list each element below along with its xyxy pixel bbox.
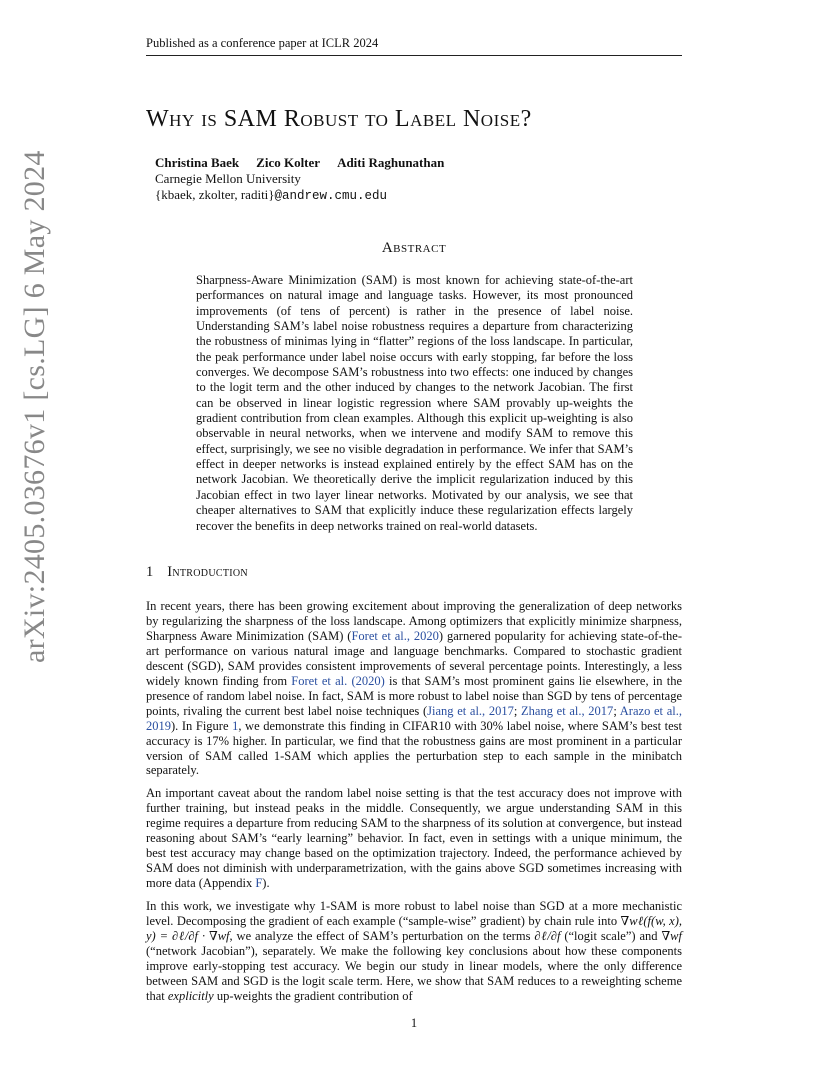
- abstract-text: Sharpness-Aware Minimization (SAM) is most known for achieving state-of-the-art performances on natural image and language tasks. However, its most pronounced improvements (of tens of percent) is rather in the presence of label noise. Understanding SAM’s label noise robustness requires a departure from characterizing the robustness of minimas lying in “flatter” regions of the loss landscape. In particular, the peak performance under label noise occurs with early stopping, far before the loss converges. We decompose SAM’s robustness into two effects: one induced by changes to the logit term and the other induced by changes to the network Jacobian. The first can be observed in linear logistic regression where SAM provably up-weights the gradient contribution from clean examples. Although this explicit up-weighting is also observable in neural networks, when we intervene and modify SAM to remove this effect, surprisingly, we see no visible degradation in performance. We infer that SAM’s effect in deeper networks is instead explained entirely by the effect SAM has on the network Jacobian. We theoretically derive the implicit regularization induced by this Jacobian effect in two layer linear networks. Motivated by our analysis, we see that cheaper alternatives to SAM that explicitly induce these regularization effects largely recover the benefits in deep networks trained on real-world datasets.: [196, 273, 633, 533]
- author-name: Christina Baek: [155, 155, 240, 170]
- text-run: ) garnered popularity for achieving state-of-the-art performance on various natural image and language benchmarks. Compared to stochastic gradient descent (SGD), SAM provides consistent improvements of several percentage points. Interestingly, a less widely known finding from: [146, 628, 682, 688]
- running-header: Published as a conference paper at ICLR 2024: [146, 36, 682, 56]
- text-run: In recent years, there has been growing excitement about improving the generalization of deep networks by regularizing the sharpness of the loss landscape. Among optimizers that explicitly minimize sharpness, Sharpness Aware Minimization (SAM) (: [146, 599, 682, 643]
- email-domain: @andrew.cmu.edu: [274, 189, 388, 203]
- author-name: Zico Kolter: [256, 155, 321, 170]
- citation-link[interactable]: Foret et al., 2020: [351, 628, 439, 643]
- figure-link[interactable]: 1: [232, 718, 239, 733]
- abstract-heading: Abstract: [381, 240, 447, 256]
- citation-link[interactable]: Foret et al. (2020): [291, 673, 385, 688]
- text-run: ;: [513, 703, 522, 718]
- paper-title: Why is SAM Robust to Label Noise?: [146, 106, 532, 132]
- paragraph: [146, 599, 682, 778]
- text-run: (“network Jacobian”), separately. We make the following key conclusions about how these components improve early-stopping test accuracy. We begin our study in linear models, where the only difference between SAM and SGD is the logit scale term. Here, we show that SAM reduces to a reweighting scheme that: [146, 943, 682, 1003]
- section-name: Introduction: [167, 564, 248, 580]
- math-expression: ∇wℓ(f(w, x), y) = ∂ℓ/∂f · ∇wf: [146, 914, 682, 944]
- emphasis: explicitly: [167, 988, 214, 1003]
- section-heading: [146, 564, 248, 581]
- author-name: Aditi Raghunathan: [337, 155, 445, 170]
- paragraph: [146, 899, 682, 1004]
- author-names: [155, 155, 461, 171]
- math-expression: ∇wf: [661, 929, 682, 944]
- citation-link[interactable]: Zhang et al., 2017: [521, 703, 614, 718]
- citation-link[interactable]: Jiang et al., 2017: [427, 703, 514, 718]
- author-email[interactable]: [155, 187, 461, 204]
- text-run: ). In Figure: [171, 718, 233, 733]
- text-run: (“logit scale”) and: [560, 929, 662, 944]
- math-expression: ∂ℓ/∂f: [534, 929, 561, 944]
- introduction-body: [146, 599, 682, 1012]
- author-block: [155, 155, 461, 204]
- appendix-link[interactable]: F: [255, 876, 263, 891]
- paragraph: [146, 786, 682, 891]
- text-run: ).: [262, 876, 270, 891]
- arxiv-stamp: arXiv:2405.03676v1 [cs.LG] 6 May 2024: [18, 150, 51, 663]
- text-run: ;: [613, 703, 620, 718]
- author-affiliation: Carnegie Mellon University: [155, 171, 301, 186]
- page-number: 1: [410, 1016, 418, 1030]
- text-run: is that SAM’s most prominent gains lie elsewhere, in the presence of random label noise. In fact, SAM is more robust to label noise than SGD by tens of percentage points, rivaling the current best label noise techniques (: [146, 673, 682, 718]
- citation-link[interactable]: Arazo et al., 2019: [146, 703, 682, 733]
- section-number: 1: [146, 564, 154, 580]
- text-run: , we analyze the effect of SAM’s perturbation on the terms: [229, 929, 535, 944]
- text-run: , we demonstrate this finding in CIFAR10 with 30% label noise, where SAM’s best test accuracy is 17% higher. In particular, we find that the robustness gains are most prominent in a particular version of SAM called 1-SAM which applies the perturbation step to each sample in the minibatch separately.: [146, 718, 682, 778]
- text-run: up-weights the gradient contribution of: [213, 988, 413, 1003]
- text-run: An important caveat about the random label noise setting is that the test accuracy does not improve with further training, but instead peaks in the middle. Consequently, we argue understanding SAM in this regime requires a departure from reducing SAM to the sharpness of its solution at convergence, but instead reasoning about SAM’s “early learning” behavior. In fact, even in settings with a unique minimum, the best test accuracy may change based on the optimization trajectory. Indeed, the performance achieved by SAM does not diminish with underparametrization, with the gains above SGD sometimes increasing with more data (Appendix: [146, 786, 682, 891]
- text-run: In this work, we investigate why 1-SAM is more robust to label noise than SGD at a more mechanistic level. Decomposing the gradient of each example (“sample-wise” gradient) by chain rule into: [146, 899, 682, 929]
- email-ids: {kbaek, zkolter, raditi}: [155, 187, 275, 202]
